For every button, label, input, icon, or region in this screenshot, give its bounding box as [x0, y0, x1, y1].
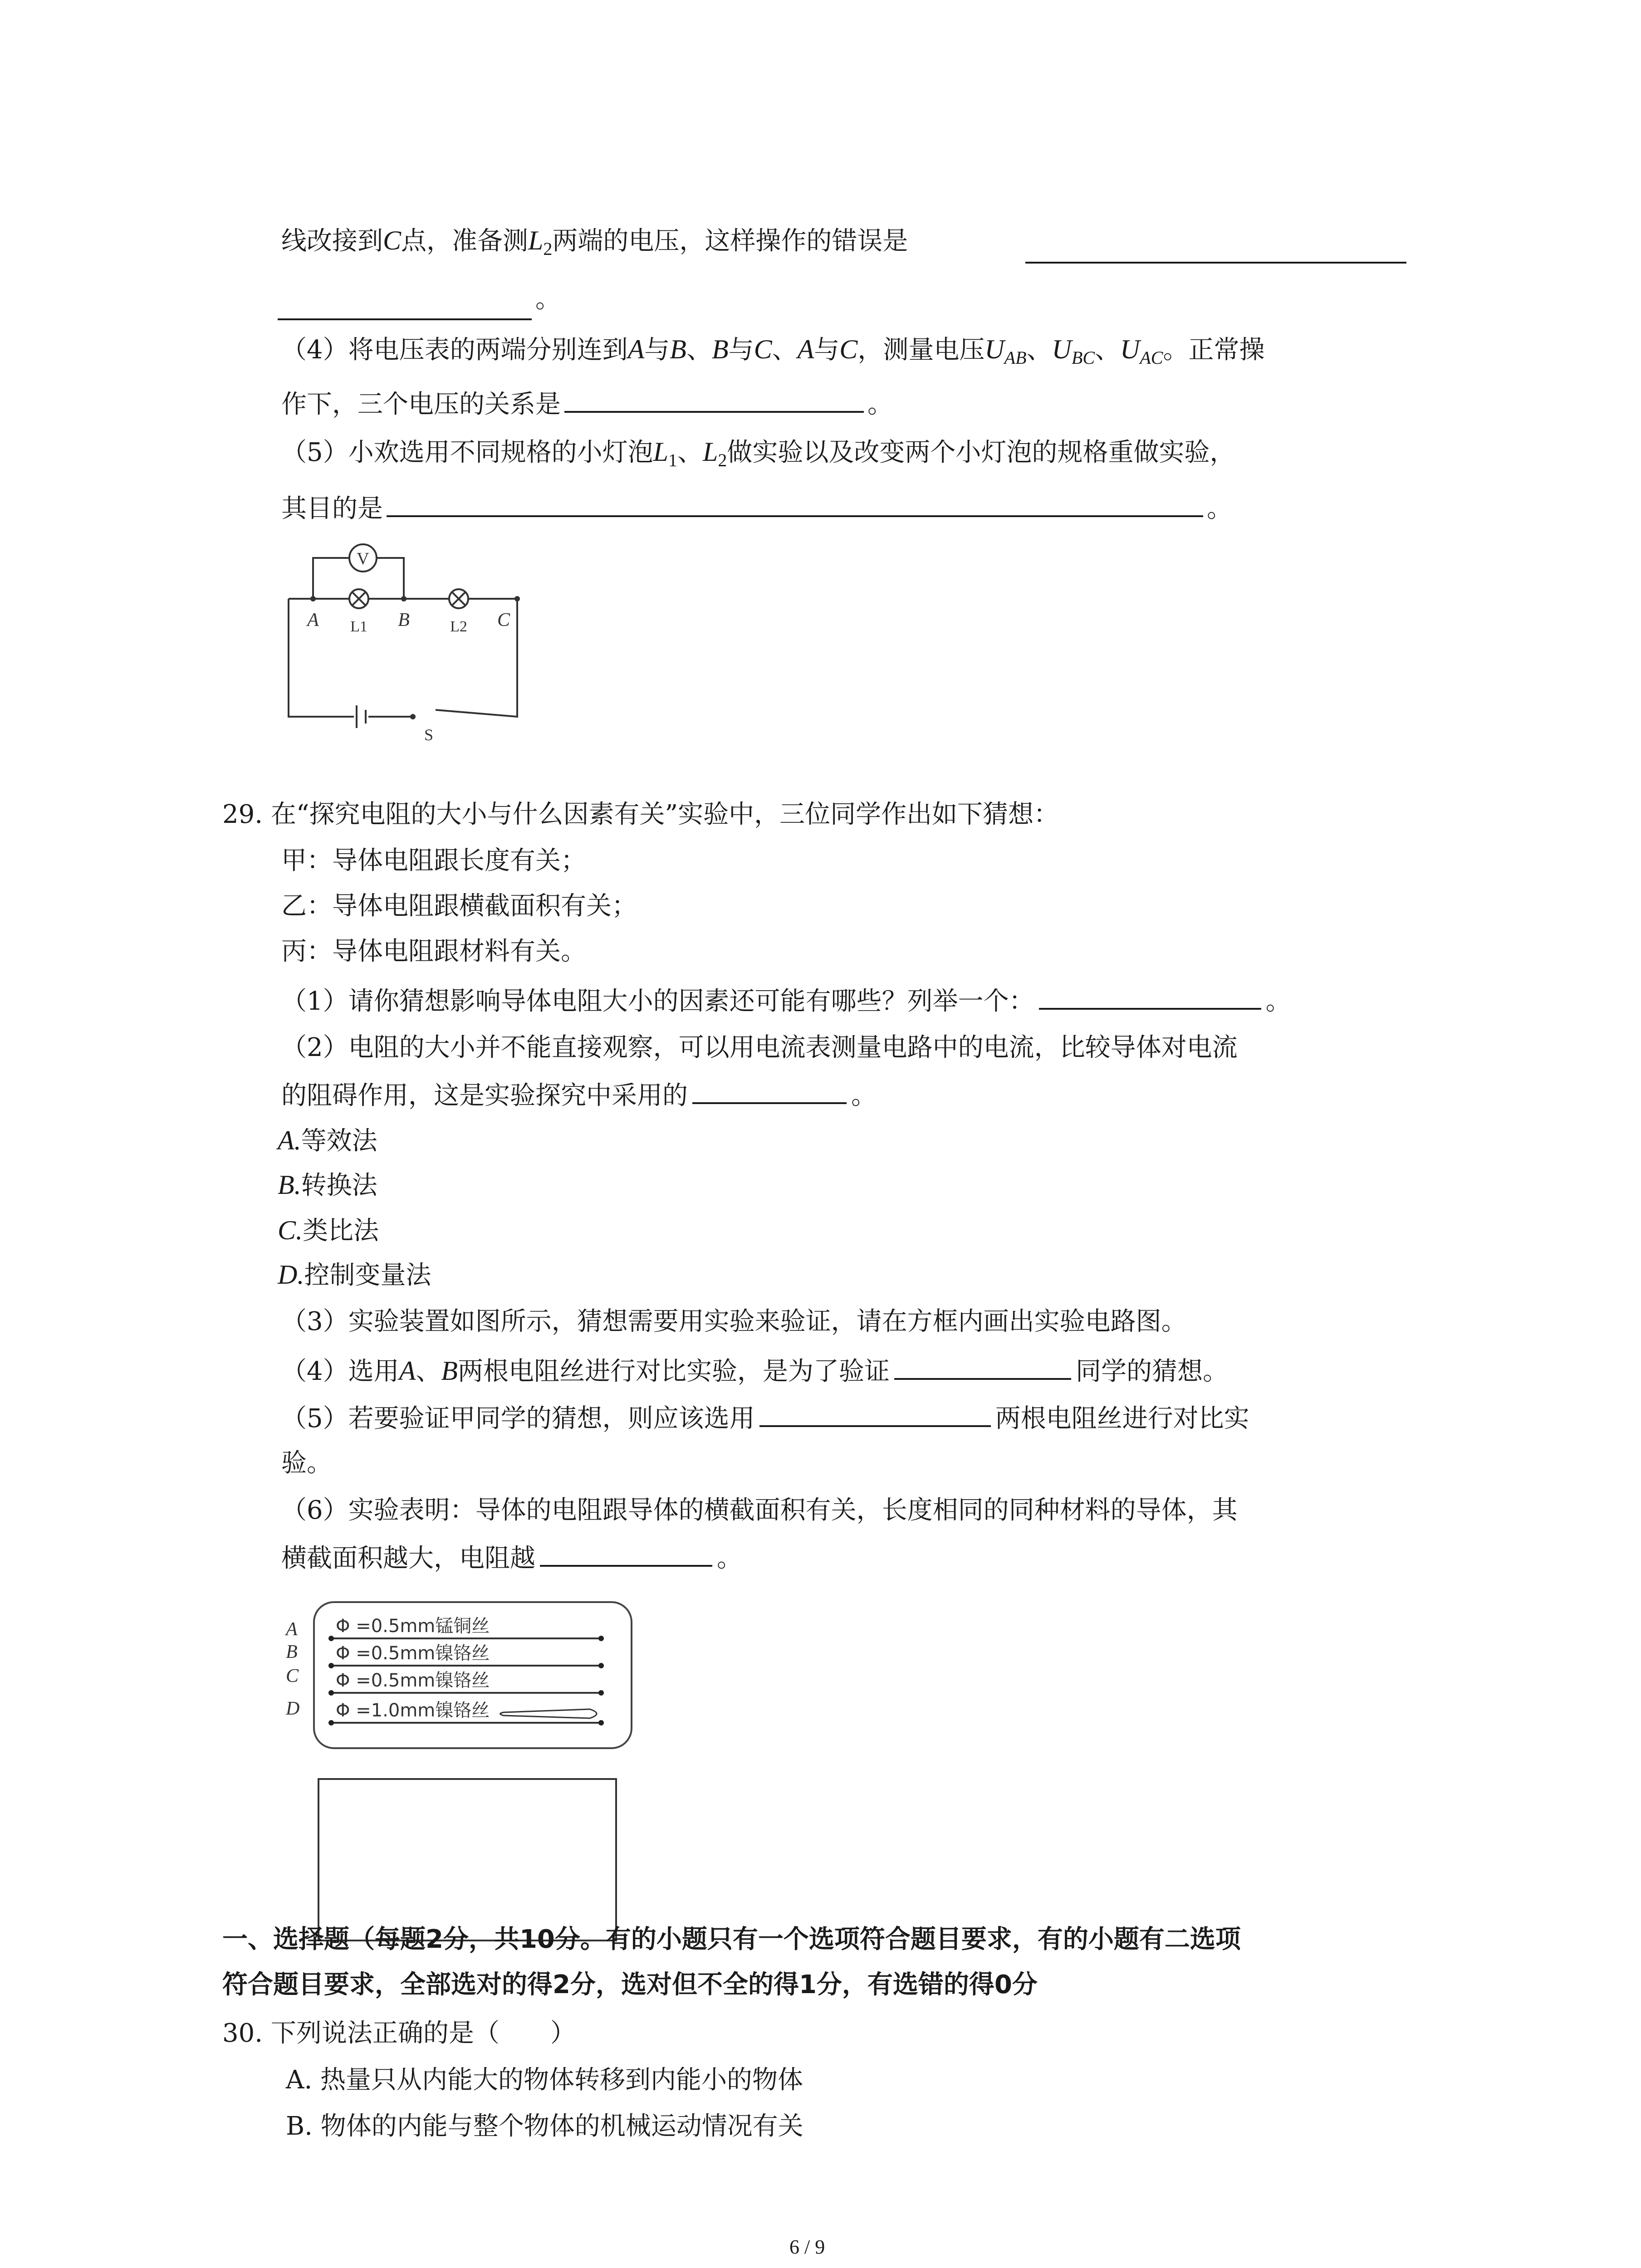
q28-sub4: （4）将电压表的两端分别连到A与B、B与C、A与C，测量电压$U_{AB}$、$U_{BC}$、$U_{AC}$。正常操: [281, 334, 1265, 368]
q29-blank-student[interactable]: [894, 1358, 1071, 1380]
q29-option-b[interactable]: B.转换法: [278, 1170, 377, 1200]
q29-intro: 29. 在“探究电阻的大小与什么因素有关”实验中，三位同学作出如下猜想：: [222, 800, 1059, 829]
q29-option-a[interactable]: A.等效法: [278, 1125, 377, 1156]
lamp-l1-label: L1: [350, 618, 367, 635]
q28-sub5: （5）小欢选用不同规格的小灯泡$L_1$、$L_2$做实验以及改变两个小灯泡的规格重做实验，: [281, 437, 1235, 470]
q28-line2-end: 。: [535, 284, 561, 314]
switch-label: S: [424, 726, 434, 744]
q29-sub5b: 验。: [281, 1448, 332, 1478]
page-number: 6 / 9: [789, 2236, 825, 2258]
q29-sub1: （1）请你猜想影响导体电阻大小的因素还可能有哪些？列举一个： 。: [281, 987, 1291, 1016]
q29-option-c[interactable]: C.类比法: [278, 1215, 379, 1246]
q28-blank-error-a[interactable]: [1025, 242, 1406, 264]
wire-b-letter: B: [286, 1642, 298, 1662]
q29-sub5a: （5）若要验证甲同学的猜想，则应该选用 两根电阻丝进行对比实: [281, 1404, 1249, 1433]
wire-b-label: Φ =0.5mm镍铬丝: [336, 1643, 490, 1664]
q29-blank-factor[interactable]: [1039, 988, 1261, 1010]
wire-a-label: Φ =0.5mm锰铜丝: [336, 1616, 490, 1637]
lamp-l1-icon: [349, 589, 368, 608]
voltmeter-label: V: [357, 549, 369, 568]
q28-line1: 线改接到C点，准备测$L_2$两端的电压，这样操作的错误是: [281, 225, 908, 259]
wire-c-letter: C: [286, 1666, 299, 1686]
q28-sub5b: 其目的是 。: [281, 494, 1232, 523]
point-b-label: B: [398, 610, 410, 631]
q29-guess-yi: 乙：导体电阻跟横截面积有关；: [281, 891, 637, 921]
q29-option-d[interactable]: D.控制变量法: [278, 1260, 431, 1290]
wire-d-label: Φ =1.0mm镍铬丝: [336, 1700, 490, 1721]
q29-guess-jia: 甲：导体电阻跟长度有关；: [281, 846, 586, 875]
q29-drawing-box[interactable]: [318, 1778, 617, 1941]
q28-circuit-figure: [272, 531, 526, 744]
q29-sub6a: （6）实验表明：导体的电阻跟导体的横截面积有关，长度相同的同种材料的导体，其: [281, 1496, 1238, 1525]
wire-a-letter: A: [286, 1619, 298, 1640]
q29-sub4: （4）选用A、B两根电阻丝进行对比实验，是为了验证 同学的猜想。: [281, 1356, 1228, 1386]
point-c-label: C: [497, 610, 510, 631]
wire-d-letter: D: [286, 1698, 300, 1719]
q30-option-b[interactable]: B. 物体的内能与整个物体的机械运动情况有关: [286, 2112, 803, 2141]
q29-sub2b: 的阻碍作用，这是实验探究中采用的 。: [281, 1081, 877, 1110]
q29-sub2a: （2）电阻的大小并不能直接观察，可以用电流表测量电路中的电流，比较导体对电流: [281, 1033, 1238, 1062]
wire-c-label: Φ =0.5mm镍铬丝: [336, 1670, 490, 1691]
q30-stem: 30. 下列说法正确的是（ ）: [222, 2019, 576, 2048]
q30-option-a[interactable]: A. 热量只从内能大的物体转移到内能小的物体: [286, 2065, 803, 2095]
lamp-l2-icon: [449, 589, 468, 608]
q29-guess-bing: 丙：导体电阻跟材料有关。: [281, 937, 586, 966]
q29-sub3: （3）实验装置如图所示，猜想需要用实验来验证，请在方框内画出实验电路图。: [281, 1307, 1187, 1336]
lamp-l2-label: L2: [450, 618, 467, 635]
q29-wire-board-figure: [272, 1597, 644, 1765]
q29-blank-method[interactable]: [692, 1082, 847, 1104]
section-heading-line2: 符合题目要求，全部选对的得2分，选对但不全的得1分，有选错的得0分: [222, 1970, 1038, 1999]
q28-blank-relation[interactable]: [564, 391, 864, 413]
q28-blank-error-b[interactable]: [278, 298, 532, 320]
section-heading-line1: 一、选择题（每题2分，共10分。有的小题只有一个选项符合题目要求，有的小题有二选项: [222, 1925, 1241, 1954]
point-a-label: A: [307, 610, 319, 631]
q28-blank-purpose[interactable]: [387, 495, 1203, 517]
q29-sub6b: 横截面积越大，电阻越 。: [281, 1544, 742, 1573]
q28-sub4b: 作下，三个电压的关系是 。: [281, 390, 893, 419]
q29-blank-resistance[interactable]: [540, 1545, 712, 1567]
q29-blank-wires[interactable]: [759, 1405, 991, 1427]
